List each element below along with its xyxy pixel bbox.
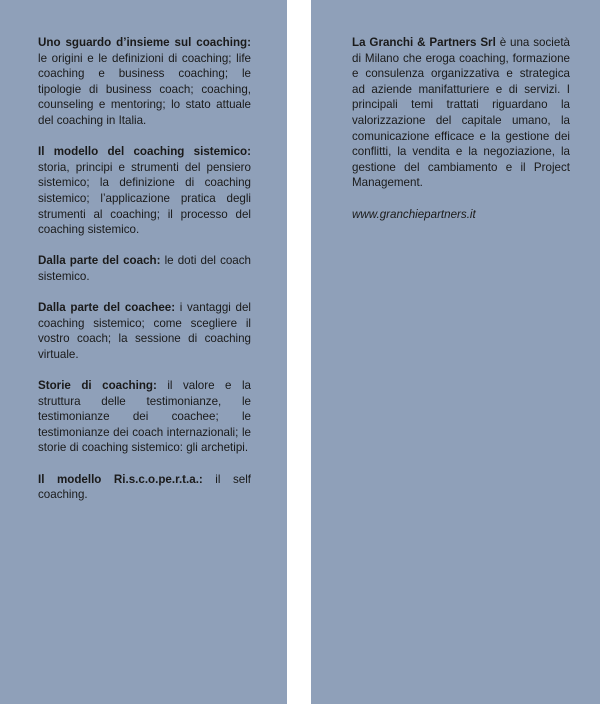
section-heading: Dalla parte del coachee: <box>38 301 176 315</box>
section-text: storia, principi e strumenti del pensiero sistemico; la definizione di coaching sistemico; l’applicazione pratica degli strumenti al coaching; il processo del coaching sistemico. <box>38 160 251 237</box>
section-stories <box>38 378 251 456</box>
section-text: i vantaggi del coaching sistemico; come scegliere il vostro coach; la sessione di coaching virtuale. <box>38 301 251 361</box>
section-text: le origini e le definizioni di coaching; life coaching e business coaching; le tipologie di business coach; coaching, counseling e mentoring; lo stato attuale del coaching in Italia. <box>38 51 251 127</box>
section-text: le doti del coach sistemico. <box>38 254 252 283</box>
section-heading: Dalla parte del coach: <box>38 254 161 268</box>
section-systemic-model <box>38 144 251 238</box>
section-coachee <box>38 300 251 362</box>
section-heading: Il modello del coaching sistemico: <box>38 145 251 159</box>
website-url: www.granchiepartners.it <box>352 207 476 221</box>
section-heading: Uno sguardo d’insieme sul coaching: <box>38 36 251 49</box>
section-text: il valore e la struttura delle testimonianze, le testimonianze dei coachee; le testimonianze dei coach internazionali; le storie di coaching sistemico: gli archetipi. <box>38 379 251 455</box>
section-heading: Il modello Ri.s.c.o.pe.r.t.a.: <box>38 472 203 486</box>
section-overview <box>38 35 251 129</box>
left-panel <box>0 0 287 704</box>
company-description-text: è una società di Milano che eroga coaching, formazione e consulenza organizzativa e strategica ad aziende manifatturiere e di servizi. I principali temi trattati riguardano la valorizzazione del capitale umano, la comunicazione efficace e la gestione dei conflitti, la vendita e la negoziazione, la gestione del cambiamento e il Project Management. <box>352 36 570 190</box>
section-riscoperta-model <box>38 472 251 503</box>
company-description <box>352 35 570 191</box>
right-panel <box>311 0 600 704</box>
section-text: il self coaching. <box>38 472 251 502</box>
section-coach <box>38 253 251 284</box>
company-name: La Granchi & Partners Srl <box>352 36 496 49</box>
section-heading: Storie di coaching: <box>38 379 157 393</box>
